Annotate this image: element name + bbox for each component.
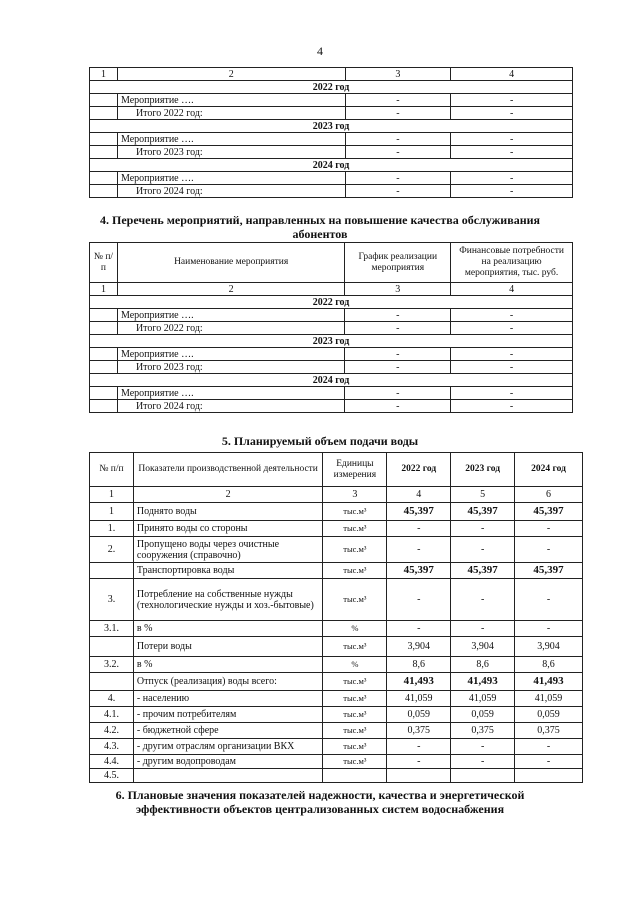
section-4-title-line2: абонентов: [292, 227, 348, 241]
value-2024: 3,904: [515, 637, 583, 657]
schedule-cell: -: [345, 400, 451, 413]
finance-cell: -: [451, 146, 573, 159]
section-5-title: 5. Планируемый объем подачи воды: [221, 434, 419, 448]
schedule-cell: -: [345, 387, 451, 400]
col-number: 5: [451, 487, 515, 503]
value-2024: 41,493: [515, 673, 583, 691]
schedule-cell: -: [345, 348, 451, 361]
value-2022: -: [387, 537, 451, 563]
col-number: 4: [451, 68, 573, 81]
unit-cell: %: [323, 657, 387, 673]
value-2023: -: [451, 579, 515, 621]
water-supply-volume-table: [89, 452, 583, 783]
value-2023: 3,904: [451, 637, 515, 657]
row-number: 3.1.: [90, 621, 134, 637]
unit-cell: тыс.м³: [323, 739, 387, 755]
table-row: [90, 621, 583, 637]
header-activity: Наименование мероприятия: [117, 243, 344, 283]
value-2024: -: [515, 755, 583, 769]
unit-cell: %: [323, 621, 387, 637]
header-finance: Финансовые потребности на реализацию мероприятия, тыс. руб.: [451, 243, 573, 283]
value-2024: 45,397: [515, 563, 583, 579]
activity-row: [90, 348, 573, 361]
value-2022: 41,493: [387, 673, 451, 691]
value-2023: -: [451, 521, 515, 537]
header-num: № п/п: [90, 453, 134, 487]
activity-name: Мероприятие ….: [117, 348, 344, 361]
value-2022: -: [387, 755, 451, 769]
table-row: [90, 755, 583, 769]
table-row: [90, 579, 583, 621]
value-2024: -: [515, 739, 583, 755]
unit-cell: тыс.м³: [323, 579, 387, 621]
row-number: 3.: [90, 579, 134, 621]
activity-row: [90, 387, 573, 400]
header-unit: Единицы измерения: [323, 453, 387, 487]
value-2024: -: [515, 521, 583, 537]
value-2022: 8,6: [387, 657, 451, 673]
total-row: [90, 185, 573, 198]
value-2024: 41,059: [515, 691, 583, 707]
total-label: Итого 2024 год:: [117, 400, 344, 413]
value-2024: -: [515, 621, 583, 637]
value-2023: [451, 769, 515, 783]
schedule-cell: -: [345, 94, 451, 107]
finance-cell: -: [451, 348, 573, 361]
row-number: 4.1.: [90, 707, 134, 723]
row-number: 1: [90, 503, 134, 521]
finance-cell: -: [451, 361, 573, 374]
section-6-title-line1: 6. Плановые значения показателей надежности, качества и энергетической: [115, 788, 525, 802]
schedule-cell: -: [345, 107, 451, 120]
row-number: [90, 637, 134, 657]
value-2022: 41,059: [387, 691, 451, 707]
unit-cell: тыс.м³: [323, 723, 387, 739]
service-quality-activities-table: [89, 242, 573, 413]
value-2023: 41,059: [451, 691, 515, 707]
total-label: Итого 2022 год:: [117, 107, 345, 120]
row-number: 4.: [90, 691, 134, 707]
table-row: [90, 537, 583, 563]
indicator-name: - бюджетной сфере: [133, 723, 323, 739]
value-2024: [515, 769, 583, 783]
col-number: 1: [90, 68, 118, 81]
row-number: 4.3.: [90, 739, 134, 755]
indicator-name: Потери воды: [133, 637, 323, 657]
value-2022: -: [387, 739, 451, 755]
table-row: [90, 657, 583, 673]
activity-name: Мероприятие ….: [117, 94, 345, 107]
header-year-2024: 2024 год: [515, 453, 583, 487]
finance-cell: -: [451, 94, 573, 107]
table-row: [90, 769, 583, 783]
header-row: [90, 453, 583, 487]
table-row: [90, 563, 583, 579]
finance-cell: -: [451, 322, 573, 335]
header-num: № п/п: [90, 243, 118, 283]
col-number: 3: [345, 283, 451, 296]
col-number: 1: [90, 487, 134, 503]
table-row: [90, 739, 583, 755]
value-2024: 0,059: [515, 707, 583, 723]
indicator-name: Отпуск (реализация) воды всего:: [133, 673, 323, 691]
finance-cell: -: [451, 185, 573, 198]
col-number: 1: [90, 283, 118, 296]
value-2022: 45,397: [387, 563, 451, 579]
table-row: [90, 521, 583, 537]
table-row: [90, 673, 583, 691]
section-6-title: [0, 788, 640, 816]
value-2023: -: [451, 739, 515, 755]
value-2024: 45,397: [515, 503, 583, 521]
value-2023: 0,375: [451, 723, 515, 739]
activity-row: [90, 172, 573, 185]
unit-cell: тыс.м³: [323, 503, 387, 521]
indicator-name: Принято воды со стороны: [133, 521, 323, 537]
activity-name: Мероприятие ….: [117, 387, 344, 400]
indicator-name: Потребление на собственные нужды (технологические нужды и хоз.-бытовые): [133, 579, 323, 621]
value-2023: 8,6: [451, 657, 515, 673]
activity-row: [90, 133, 573, 146]
indicator-name: в %: [133, 657, 323, 673]
finance-cell: -: [451, 172, 573, 185]
col-number: 2: [117, 283, 344, 296]
indicator-name: Транспортировка воды: [133, 563, 323, 579]
total-row: [90, 146, 573, 159]
col-number: 3: [323, 487, 387, 503]
total-row: [90, 361, 573, 374]
finance-cell: -: [451, 133, 573, 146]
activity-name: Мероприятие ….: [117, 133, 345, 146]
value-2024: 0,375: [515, 723, 583, 739]
schedule-cell: -: [345, 185, 451, 198]
value-2023: 45,397: [451, 563, 515, 579]
row-number: 4.5.: [90, 769, 134, 783]
row-number: 2.: [90, 537, 134, 563]
column-numbers-row: [90, 487, 583, 503]
value-2024: 8,6: [515, 657, 583, 673]
unit-cell: тыс.м³: [323, 537, 387, 563]
unit-cell: тыс.м³: [323, 521, 387, 537]
unit-cell: тыс.м³: [323, 691, 387, 707]
total-row: [90, 107, 573, 120]
row-number: [90, 563, 134, 579]
page-number: 4: [317, 44, 323, 58]
table-row: [90, 723, 583, 739]
total-row: [90, 322, 573, 335]
table-row: [90, 637, 583, 657]
indicator-name: - прочим потребителям: [133, 707, 323, 723]
finance-cell: -: [451, 309, 573, 322]
activities-table-continued: [89, 67, 573, 198]
row-number: 3.2.: [90, 657, 134, 673]
schedule-cell: -: [345, 361, 451, 374]
row-number: 4.4.: [90, 755, 134, 769]
column-numbers-row: [90, 68, 573, 81]
row-number: 4.2.: [90, 723, 134, 739]
total-row: [90, 400, 573, 413]
value-2022: 45,397: [387, 503, 451, 521]
total-label: Итого 2023 год:: [117, 146, 345, 159]
unit-cell: тыс.м³: [323, 673, 387, 691]
col-number: 6: [515, 487, 583, 503]
value-2022: -: [387, 579, 451, 621]
schedule-cell: -: [345, 309, 451, 322]
unit-cell: тыс.м³: [323, 637, 387, 657]
col-number: 4: [451, 283, 573, 296]
finance-cell: -: [451, 400, 573, 413]
schedule-cell: -: [345, 133, 451, 146]
col-number: 4: [387, 487, 451, 503]
activity-name: Мероприятие ….: [117, 309, 344, 322]
value-2023: -: [451, 621, 515, 637]
row-number: [90, 673, 134, 691]
indicator-name: - другим отраслям организации ВКХ: [133, 739, 323, 755]
value-2022: 0,059: [387, 707, 451, 723]
section-6-title-line2: эффективности объектов централизованных систем водоснабжения: [135, 802, 505, 816]
year-row-2022: 2022 год: [90, 81, 573, 94]
value-2022: 3,904: [387, 637, 451, 657]
finance-cell: -: [451, 107, 573, 120]
indicator-name: - другим водопроводам: [133, 755, 323, 769]
value-2024: -: [515, 537, 583, 563]
year-row-2024: 2024 год: [90, 159, 573, 172]
unit-cell: [323, 769, 387, 783]
activity-row: [90, 309, 573, 322]
header-year-2023: 2023 год: [451, 453, 515, 487]
value-2022: 0,375: [387, 723, 451, 739]
schedule-cell: -: [345, 322, 451, 335]
header-schedule: График реализации мероприятия: [345, 243, 451, 283]
value-2023: -: [451, 755, 515, 769]
value-2023: -: [451, 537, 515, 563]
table-row: [90, 691, 583, 707]
section-4-title: [0, 213, 640, 241]
table-row: [90, 503, 583, 521]
year-row-2024: 2024 год: [90, 374, 573, 387]
indicator-name: - населению: [133, 691, 323, 707]
total-label: Итого 2023 год:: [117, 361, 344, 374]
value-2023: 45,397: [451, 503, 515, 521]
year-row-2023: 2023 год: [90, 335, 573, 348]
header-row: [90, 243, 573, 283]
row-number: 1.: [90, 521, 134, 537]
schedule-cell: -: [345, 146, 451, 159]
col-number: 3: [345, 68, 451, 81]
value-2023: 0,059: [451, 707, 515, 723]
col-number: 2: [117, 68, 345, 81]
header-indicator: Показатели производственной деятельности: [133, 453, 323, 487]
total-label: Итого 2022 год:: [117, 322, 344, 335]
year-row-2023: 2023 год: [90, 120, 573, 133]
indicator-name: Поднято воды: [133, 503, 323, 521]
unit-cell: тыс.м³: [323, 755, 387, 769]
section-4-title-line1: 4. Перечень мероприятий, направленных на повышение качества обслуживания: [99, 213, 541, 227]
value-2024: -: [515, 579, 583, 621]
value-2022: [387, 769, 451, 783]
header-year-2022: 2022 год: [387, 453, 451, 487]
total-label: Итого 2024 год:: [117, 185, 345, 198]
finance-cell: -: [451, 387, 573, 400]
value-2023: 41,493: [451, 673, 515, 691]
year-row-2022: 2022 год: [90, 296, 573, 309]
indicator-name: [133, 769, 323, 783]
indicator-name: в %: [133, 621, 323, 637]
table-row: [90, 707, 583, 723]
unit-cell: тыс.м³: [323, 707, 387, 723]
value-2022: -: [387, 521, 451, 537]
schedule-cell: -: [345, 172, 451, 185]
column-numbers-row: [90, 283, 573, 296]
activity-row: [90, 94, 573, 107]
unit-cell: тыс.м³: [323, 563, 387, 579]
indicator-name: Пропущено воды через очистные сооружения (справочно): [133, 537, 323, 563]
col-number: 2: [133, 487, 323, 503]
activity-name: Мероприятие ….: [117, 172, 345, 185]
value-2022: -: [387, 621, 451, 637]
